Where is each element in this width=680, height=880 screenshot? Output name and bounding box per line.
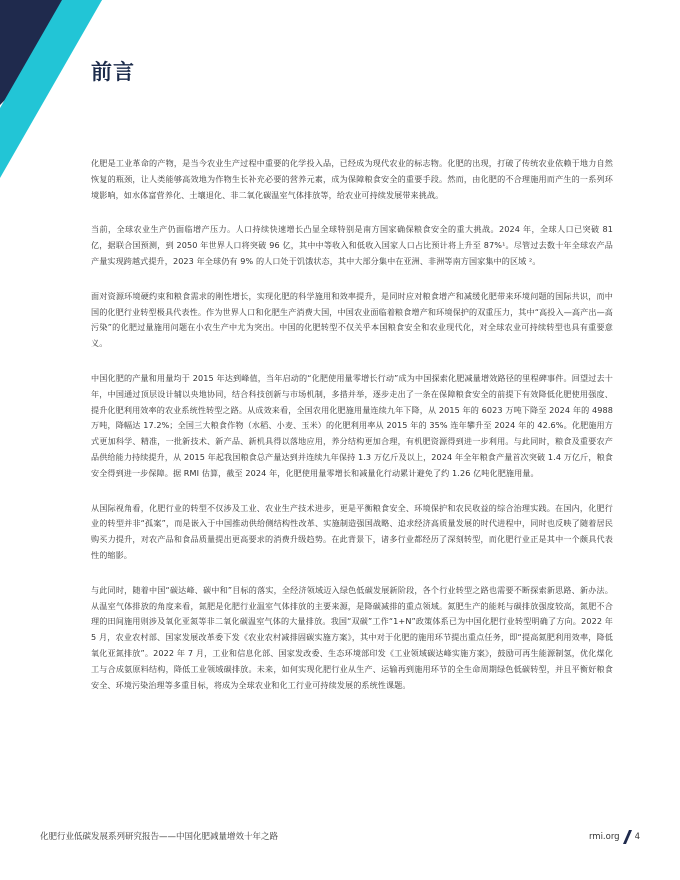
slash-icon xyxy=(623,830,632,844)
paragraph: 面对资源环境硬约束和粮食需求的刚性增长，实现化肥的科学施用和效率提升，是同时应对粮食增产和减缓化肥带来环境问题的国际共识，而中国的化肥行业转型极具代表性。作为世界人口和化肥生产消费大国，中国农业面临着粮食增产和环境保护的双重压力，其中“高投入—高产出—高污染”的化肥过量施用问题在小农生产中尤为突出。中国的化肥转型不仅关乎本国粮食安全和农业现代化，对全球农业可持续转型也具有重要意义。 xyxy=(91,290,613,349)
paragraph: 中国化肥的产量和用量均于 2015 年达到峰值，当年启动的“化肥使用量零增长行动”成为中国探索化肥减量增效路径的里程碑事件。回望过去十年，中国通过顶层设计辅以央地协同，结合科技创新与市场机制，多措并举，逐步走出了一条在保障粮食安全的前提下有效降低化肥使用强度、提升化肥利用效率的农业系统性转型之路。从成效来看，全国农用化肥施用量连续九年下降，从 2015 年的 6023 万吨下降至 2024 年的 4988 万吨，降幅达 17.2%；全国三大粮食作物（水稻、小麦、玉米）的化肥利用率从 2015 年的 35% 连年攀升至 2024 年的 42.6%。化肥施用方式更加科学、精准，一批新技术、新产品、新机具得以落地应用，养分结构更加合理，有机肥资源得到进一步利用。与此同时，粮食及重要农产品供给能力持续提升，从 2015 年起我国粮食总产量达到并连续九年保持 1.3 万亿斤及以上，2024 年全年粮食产量首次突破 1.4 万亿斤，粮食安全得到进一步保障。据 RMI 估算，截至 2024 年，化肥使用量零增长和减量化行动累计避免了约 1.26 亿吨化肥施用量。 xyxy=(91,372,613,478)
paragraph: 当前，全球农业生产仍面临增产压力。人口持续快速增长凸显全球特别是南方国家确保粮食安全的重大挑战。2024 年，全球人口已突破 81 亿，据联合国预测，到 2050 年世界人口将突破 96 亿，其中中等收入和低收入国家人口占比预计将上升至 87%¹。尽管过去数十年全球农产品产量实现跨越式提升，2023 年全球仍有 9% 的人口处于饥饿状态，其中大部分集中在亚洲、非洲等南方国家集中的区域 ²。 xyxy=(91,224,613,266)
page-title: 前言 xyxy=(91,60,135,84)
page-number: 4 xyxy=(634,832,640,842)
footer-report-title: 化肥行业低碳发展系列研究报告——中国化肥减量增效十年之路 xyxy=(40,832,279,842)
footer-site-link[interactable]: rmi.org xyxy=(588,832,620,842)
paragraph: 与此同时，随着中国“碳达峰、碳中和”目标的落实，全经济领域迈入绿色低碳发展新阶段，各个行业转型之路也需要不断探索新思路、新办法。从温室气体排放的角度来看，氮肥是化肥行业温室气体排放的主要来源，是降碳减排的重点领域。氮肥生产的能耗与碳排放强度较高，氮肥不合理的田间施用则涉及氧化亚氮等非二氧化碳温室气体的大量排放。我国“双碳”工作“1+N”政策体系已为中国化肥行业转型明确了方向。2022 年 5 月，农业农村部、国家发展改革委下发《农业农村减排固碳实施方案》，其中对于化肥的施用环节提出重点任务，即“提高氮肥利用效率，降低氧化亚氮排放”。2022 年 7 月，工业和信息化部、国家发改委、生态环境部印发《工业领域碳达峰实施方案》，鼓励可再生能源制氢，优化煤化工与合成氨原料结构，降低工业领域碳排放。未来，如何实现化肥行业从生产、运输再到施用环节的全生命周期绿色低碳转型，并且平衡好粮食安全、环境污染治理等多重目标，将成为全球农业和化工行业可持续发展的系统性课题。 xyxy=(91,584,613,690)
page-footer xyxy=(40,830,640,846)
body-text xyxy=(91,156,613,712)
paragraph: 化肥是工业革命的产物，是当今农业生产过程中重要的化学投入品，已经成为现代农业的标志物。化肥的出现，打破了传统农业依赖于地力自然恢复的瓶颈，让人类能够高效地为作物生长补充必要的营养元素，成为保障粮食安全的重要手段。然而，由化肥的不合理施用而产生的一系列环境影响，如水体富营养化、土壤退化、非二氧化碳温室气体排放等，给农业可持续发展带来挑战。 xyxy=(91,158,613,200)
paragraph: 从国际视角看，化肥行业的转型不仅涉及工业、农业生产技术进步，更是平衡粮食安全、环境保护和农民收益的综合治理实践。在国内，化肥行业的转型并非“孤案”，而是嵌入于中国推动供给侧结构性改革、实施制造强国战略、追求经济高质量发展的时代进程中，同时也反映了随着居民购买力提升，对农产品和食品质量提出更高要求的消费升级趋势。在此背景下，诸多行业都经历了深刻转型，而化肥行业正是其中一个颇具代表性的缩影。 xyxy=(91,502,613,560)
footer-page-info xyxy=(589,830,640,844)
